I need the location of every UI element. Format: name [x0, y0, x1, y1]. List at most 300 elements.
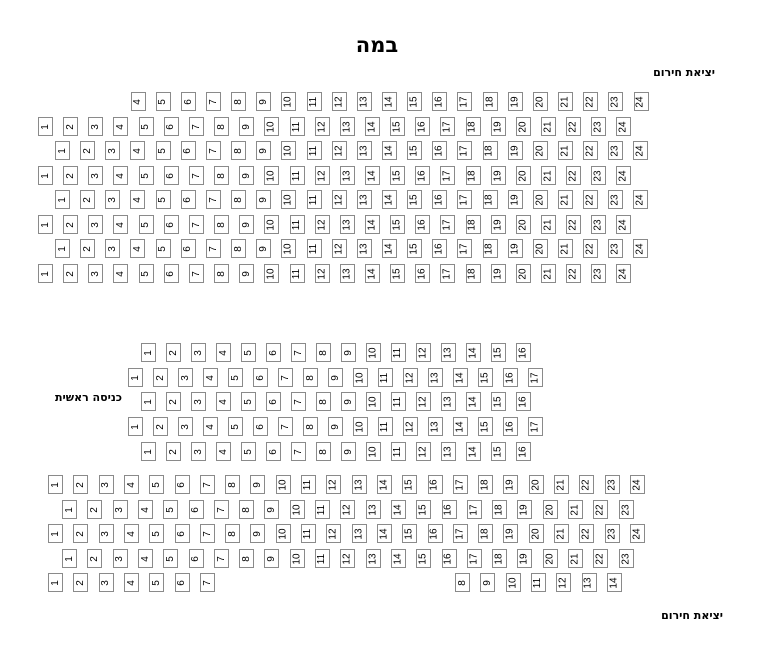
- seat-front-block-near-stage-24[interactable]: [616, 264, 631, 283]
- seat-front-block-near-stage-5[interactable]: [139, 166, 154, 185]
- seat-middle-block-8[interactable]: [316, 343, 331, 362]
- seat-front-block-near-stage-11[interactable]: [307, 92, 322, 111]
- seat-front-block-near-stage-15[interactable]: [407, 92, 422, 111]
- seat-middle-block-7[interactable]: [291, 392, 306, 411]
- seat-front-block-near-stage-12[interactable]: [315, 264, 330, 283]
- seat-rear-block-17[interactable]: [453, 524, 468, 543]
- seat-rear-block-6[interactable]: [189, 549, 204, 568]
- seat-front-block-near-stage-12[interactable]: [332, 239, 347, 258]
- seat-middle-block-3[interactable]: [178, 417, 193, 436]
- seat-rear-block-22[interactable]: [593, 500, 608, 519]
- seat-front-block-near-stage-15[interactable]: [390, 117, 405, 136]
- seat-front-block-near-stage-22[interactable]: [583, 92, 598, 111]
- seat-rear-block-6[interactable]: [189, 500, 204, 519]
- seat-front-block-near-stage-6[interactable]: [164, 215, 179, 234]
- seat-front-block-near-stage-10[interactable]: [264, 166, 279, 185]
- seat-front-block-near-stage-9[interactable]: [239, 215, 254, 234]
- seat-rear-block-15[interactable]: [416, 500, 431, 519]
- seat-rear-block-9[interactable]: [264, 549, 279, 568]
- seat-middle-block-5[interactable]: [241, 343, 256, 362]
- seat-front-block-near-stage-19[interactable]: [491, 166, 506, 185]
- seat-middle-block-17[interactable]: [528, 368, 543, 387]
- seat-front-block-near-stage-15[interactable]: [407, 239, 422, 258]
- seat-front-block-near-stage-11[interactable]: [307, 141, 322, 160]
- seat-rear-block-13[interactable]: [352, 524, 367, 543]
- seat-rear-block-9[interactable]: [250, 475, 265, 494]
- seat-front-block-near-stage-16[interactable]: [415, 264, 430, 283]
- seat-middle-block-2[interactable]: [166, 392, 181, 411]
- seat-front-block-near-stage-10[interactable]: [264, 215, 279, 234]
- seat-front-block-near-stage-6[interactable]: [164, 166, 179, 185]
- seat-middle-block-3[interactable]: [191, 392, 206, 411]
- seat-rear-block-6[interactable]: [175, 573, 190, 592]
- seat-front-block-near-stage-4[interactable]: [113, 215, 128, 234]
- seat-rear-block-15[interactable]: [402, 524, 417, 543]
- seat-front-block-near-stage-4[interactable]: [130, 239, 145, 258]
- seat-middle-block-15[interactable]: [478, 368, 493, 387]
- seat-front-block-near-stage-3[interactable]: [105, 239, 120, 258]
- seat-middle-block-6[interactable]: [266, 442, 281, 461]
- seat-front-block-near-stage-16[interactable]: [432, 141, 447, 160]
- seat-front-block-near-stage-1[interactable]: [38, 215, 53, 234]
- seat-rear-block-1[interactable]: [62, 549, 77, 568]
- seat-rear-block-18[interactable]: [492, 500, 507, 519]
- seat-front-block-near-stage-22[interactable]: [566, 264, 581, 283]
- seat-front-block-near-stage-7[interactable]: [206, 190, 221, 209]
- seat-front-block-near-stage-18[interactable]: [483, 190, 498, 209]
- seat-rear-block-24[interactable]: [630, 475, 645, 494]
- seat-front-block-near-stage-24[interactable]: [634, 92, 649, 111]
- seat-front-block-near-stage-8[interactable]: [231, 190, 246, 209]
- seat-rear-block-10[interactable]: [290, 549, 305, 568]
- seat-front-block-near-stage-11[interactable]: [290, 264, 305, 283]
- seat-rear-block-12[interactable]: [340, 549, 355, 568]
- seat-front-block-near-stage-24[interactable]: [616, 117, 631, 136]
- seat-front-block-near-stage-22[interactable]: [566, 117, 581, 136]
- seat-middle-block-16[interactable]: [516, 392, 531, 411]
- seat-middle-block-15[interactable]: [478, 417, 493, 436]
- seat-rear-block-14[interactable]: [391, 549, 406, 568]
- seat-middle-block-8[interactable]: [316, 392, 331, 411]
- seat-front-block-near-stage-8[interactable]: [231, 141, 246, 160]
- seat-rear-block-22[interactable]: [579, 475, 594, 494]
- seat-front-block-near-stage-13[interactable]: [340, 215, 355, 234]
- seat-front-block-near-stage-19[interactable]: [508, 239, 523, 258]
- seat-front-block-near-stage-18[interactable]: [483, 92, 498, 111]
- seat-front-block-near-stage-19[interactable]: [491, 117, 506, 136]
- seat-rear-block-1[interactable]: [48, 573, 63, 592]
- seat-middle-block-9[interactable]: [341, 442, 356, 461]
- seat-middle-block-9[interactable]: [341, 392, 356, 411]
- seat-front-block-near-stage-11[interactable]: [307, 190, 322, 209]
- seat-rear-block-23[interactable]: [619, 500, 634, 519]
- seat-rear-block-6[interactable]: [175, 524, 190, 543]
- seat-front-block-near-stage-4[interactable]: [113, 264, 128, 283]
- seat-front-block-near-stage-5[interactable]: [156, 190, 171, 209]
- seat-front-block-near-stage-2[interactable]: [63, 117, 78, 136]
- seat-rear-block-1[interactable]: [62, 500, 77, 519]
- seat-rear-block-13[interactable]: [366, 549, 381, 568]
- seat-rear-block-16[interactable]: [428, 475, 443, 494]
- seat-rear-block-12[interactable]: [326, 524, 341, 543]
- seat-middle-block-11[interactable]: [378, 417, 393, 436]
- seat-front-block-near-stage-11[interactable]: [290, 117, 305, 136]
- seat-front-block-near-stage-23[interactable]: [608, 190, 623, 209]
- seat-front-block-near-stage-2[interactable]: [63, 166, 78, 185]
- seat-rear-block-20[interactable]: [529, 475, 544, 494]
- seat-middle-block-6[interactable]: [253, 368, 268, 387]
- seat-front-block-near-stage-14[interactable]: [382, 141, 397, 160]
- seat-front-block-near-stage-17[interactable]: [457, 190, 472, 209]
- seat-rear-block-19[interactable]: [503, 475, 518, 494]
- seat-middle-block-1[interactable]: [128, 368, 143, 387]
- seat-front-block-near-stage-9[interactable]: [256, 141, 271, 160]
- seat-front-block-near-stage-20[interactable]: [533, 141, 548, 160]
- seat-middle-block-10[interactable]: [366, 392, 381, 411]
- seat-front-block-near-stage-13[interactable]: [340, 264, 355, 283]
- seat-rear-block-5[interactable]: [149, 475, 164, 494]
- seat-front-block-near-stage-16[interactable]: [415, 117, 430, 136]
- seat-front-block-near-stage-3[interactable]: [88, 117, 103, 136]
- seat-front-block-near-stage-13[interactable]: [340, 117, 355, 136]
- seat-middle-block-12[interactable]: [416, 442, 431, 461]
- seat-middle-block-5[interactable]: [241, 392, 256, 411]
- seat-front-block-near-stage-19[interactable]: [491, 215, 506, 234]
- seat-middle-block-14[interactable]: [466, 442, 481, 461]
- seat-front-block-near-stage-23[interactable]: [591, 264, 606, 283]
- seat-middle-block-16[interactable]: [503, 417, 518, 436]
- seat-rear-block-2[interactable]: [87, 500, 102, 519]
- seat-front-block-near-stage-17[interactable]: [440, 117, 455, 136]
- seat-front-block-near-stage-10[interactable]: [281, 239, 296, 258]
- seat-rear-block-16[interactable]: [442, 500, 457, 519]
- seat-front-block-near-stage-19[interactable]: [491, 264, 506, 283]
- seat-front-block-near-stage-8[interactable]: [231, 239, 246, 258]
- seat-front-block-near-stage-20[interactable]: [533, 239, 548, 258]
- seat-front-block-near-stage-4[interactable]: [130, 141, 145, 160]
- seat-front-block-near-stage-13[interactable]: [340, 166, 355, 185]
- seat-front-block-near-stage-21[interactable]: [541, 117, 556, 136]
- seat-front-block-near-stage-24[interactable]: [616, 166, 631, 185]
- seat-rear-block-13[interactable]: [582, 573, 597, 592]
- seat-front-block-near-stage-4[interactable]: [130, 190, 145, 209]
- seat-rear-block-5[interactable]: [149, 524, 164, 543]
- seat-middle-block-2[interactable]: [166, 442, 181, 461]
- seat-rear-block-2[interactable]: [73, 475, 88, 494]
- seat-front-block-near-stage-21[interactable]: [558, 92, 573, 111]
- seat-front-block-near-stage-9[interactable]: [239, 117, 254, 136]
- seat-front-block-near-stage-5[interactable]: [156, 239, 171, 258]
- seat-rear-block-14[interactable]: [607, 573, 622, 592]
- seat-front-block-near-stage-9[interactable]: [239, 264, 254, 283]
- seat-front-block-near-stage-8[interactable]: [231, 92, 246, 111]
- seat-middle-block-7[interactable]: [291, 343, 306, 362]
- seat-front-block-near-stage-6[interactable]: [181, 239, 196, 258]
- seat-rear-block-21[interactable]: [554, 475, 569, 494]
- seat-middle-block-5[interactable]: [228, 417, 243, 436]
- seat-front-block-near-stage-7[interactable]: [189, 166, 204, 185]
- seat-front-block-near-stage-2[interactable]: [63, 264, 78, 283]
- seat-front-block-near-stage-1[interactable]: [38, 166, 53, 185]
- seat-rear-block-8[interactable]: [455, 573, 470, 592]
- seat-rear-block-18[interactable]: [478, 524, 493, 543]
- seat-rear-block-2[interactable]: [87, 549, 102, 568]
- seat-rear-block-3[interactable]: [99, 524, 114, 543]
- seat-middle-block-14[interactable]: [466, 343, 481, 362]
- seat-rear-block-20[interactable]: [543, 549, 558, 568]
- seat-rear-block-4[interactable]: [138, 500, 153, 519]
- seat-front-block-near-stage-17[interactable]: [440, 166, 455, 185]
- seat-rear-block-20[interactable]: [543, 500, 558, 519]
- seat-front-block-near-stage-6[interactable]: [181, 92, 196, 111]
- seat-middle-block-14[interactable]: [453, 417, 468, 436]
- seat-front-block-near-stage-2[interactable]: [63, 215, 78, 234]
- seat-rear-block-21[interactable]: [568, 549, 583, 568]
- seat-front-block-near-stage-12[interactable]: [315, 117, 330, 136]
- seat-rear-block-7[interactable]: [200, 573, 215, 592]
- seat-rear-block-20[interactable]: [529, 524, 544, 543]
- seat-front-block-near-stage-9[interactable]: [239, 166, 254, 185]
- seat-middle-block-9[interactable]: [328, 417, 343, 436]
- seat-rear-block-12[interactable]: [340, 500, 355, 519]
- seat-front-block-near-stage-3[interactable]: [88, 215, 103, 234]
- seat-middle-block-8[interactable]: [303, 368, 318, 387]
- seat-front-block-near-stage-8[interactable]: [214, 166, 229, 185]
- seat-rear-block-1[interactable]: [48, 475, 63, 494]
- seat-rear-block-14[interactable]: [377, 475, 392, 494]
- seat-front-block-near-stage-11[interactable]: [290, 166, 305, 185]
- seat-front-block-near-stage-11[interactable]: [290, 215, 305, 234]
- seat-rear-block-18[interactable]: [478, 475, 493, 494]
- seat-front-block-near-stage-24[interactable]: [633, 239, 648, 258]
- seat-front-block-near-stage-20[interactable]: [533, 190, 548, 209]
- seat-front-block-near-stage-10[interactable]: [264, 117, 279, 136]
- seat-front-block-near-stage-21[interactable]: [541, 215, 556, 234]
- seat-middle-block-3[interactable]: [191, 442, 206, 461]
- seat-front-block-near-stage-15[interactable]: [390, 215, 405, 234]
- seat-middle-block-1[interactable]: [141, 442, 156, 461]
- seat-front-block-near-stage-12[interactable]: [332, 141, 347, 160]
- seat-middle-block-1[interactable]: [141, 392, 156, 411]
- seat-rear-block-17[interactable]: [453, 475, 468, 494]
- seat-front-block-near-stage-3[interactable]: [88, 166, 103, 185]
- seat-front-block-near-stage-18[interactable]: [466, 264, 481, 283]
- seat-front-block-near-stage-22[interactable]: [583, 141, 598, 160]
- seat-rear-block-7[interactable]: [214, 500, 229, 519]
- seat-front-block-near-stage-18[interactable]: [466, 166, 481, 185]
- seat-front-block-near-stage-14[interactable]: [382, 92, 397, 111]
- seat-rear-block-1[interactable]: [48, 524, 63, 543]
- seat-front-block-near-stage-5[interactable]: [139, 264, 154, 283]
- seat-front-block-near-stage-10[interactable]: [264, 264, 279, 283]
- seat-middle-block-7[interactable]: [291, 442, 306, 461]
- seat-front-block-near-stage-6[interactable]: [164, 117, 179, 136]
- seat-middle-block-4[interactable]: [216, 442, 231, 461]
- seat-rear-block-13[interactable]: [352, 475, 367, 494]
- seat-middle-block-9[interactable]: [341, 343, 356, 362]
- seat-middle-block-16[interactable]: [503, 368, 518, 387]
- seat-rear-block-3[interactable]: [99, 475, 114, 494]
- seat-front-block-near-stage-17[interactable]: [457, 141, 472, 160]
- seat-front-block-near-stage-5[interactable]: [156, 141, 171, 160]
- seat-front-block-near-stage-13[interactable]: [357, 239, 372, 258]
- seat-front-block-near-stage-14[interactable]: [382, 239, 397, 258]
- seat-front-block-near-stage-1[interactable]: [38, 117, 53, 136]
- seat-middle-block-15[interactable]: [491, 442, 506, 461]
- seat-front-block-near-stage-3[interactable]: [88, 264, 103, 283]
- seat-front-block-near-stage-8[interactable]: [214, 215, 229, 234]
- seat-front-block-near-stage-9[interactable]: [256, 239, 271, 258]
- seat-middle-block-11[interactable]: [378, 368, 393, 387]
- seat-front-block-near-stage-13[interactable]: [357, 190, 372, 209]
- seat-middle-block-2[interactable]: [166, 343, 181, 362]
- seat-front-block-near-stage-7[interactable]: [189, 215, 204, 234]
- seat-front-block-near-stage-23[interactable]: [591, 117, 606, 136]
- seat-front-block-near-stage-7[interactable]: [189, 117, 204, 136]
- seat-rear-block-7[interactable]: [200, 475, 215, 494]
- seat-middle-block-6[interactable]: [253, 417, 268, 436]
- seat-front-block-near-stage-12[interactable]: [315, 215, 330, 234]
- seat-rear-block-5[interactable]: [163, 500, 178, 519]
- seat-front-block-near-stage-5[interactable]: [139, 117, 154, 136]
- seat-rear-block-19[interactable]: [503, 524, 518, 543]
- seat-front-block-near-stage-14[interactable]: [382, 190, 397, 209]
- seat-rear-block-15[interactable]: [402, 475, 417, 494]
- seat-middle-block-13[interactable]: [441, 343, 456, 362]
- seat-front-block-near-stage-12[interactable]: [332, 92, 347, 111]
- seat-middle-block-13[interactable]: [441, 442, 456, 461]
- seat-front-block-near-stage-17[interactable]: [440, 264, 455, 283]
- seat-rear-block-17[interactable]: [467, 549, 482, 568]
- seat-front-block-near-stage-15[interactable]: [390, 166, 405, 185]
- seat-middle-block-12[interactable]: [403, 417, 418, 436]
- seat-middle-block-12[interactable]: [416, 343, 431, 362]
- seat-front-block-near-stage-10[interactable]: [281, 92, 296, 111]
- seat-front-block-near-stage-18[interactable]: [483, 141, 498, 160]
- seat-middle-block-13[interactable]: [441, 392, 456, 411]
- seat-front-block-near-stage-10[interactable]: [281, 141, 296, 160]
- seat-rear-block-9[interactable]: [250, 524, 265, 543]
- seat-middle-block-16[interactable]: [516, 442, 531, 461]
- seat-rear-block-13[interactable]: [366, 500, 381, 519]
- seat-middle-block-7[interactable]: [278, 368, 293, 387]
- seat-middle-block-3[interactable]: [191, 343, 206, 362]
- seat-rear-block-8[interactable]: [239, 549, 254, 568]
- seat-rear-block-4[interactable]: [138, 549, 153, 568]
- seat-front-block-near-stage-11[interactable]: [307, 239, 322, 258]
- seat-middle-block-10[interactable]: [366, 343, 381, 362]
- seat-rear-block-16[interactable]: [428, 524, 443, 543]
- seat-front-block-near-stage-14[interactable]: [365, 264, 380, 283]
- seat-rear-block-21[interactable]: [568, 500, 583, 519]
- seat-middle-block-11[interactable]: [391, 442, 406, 461]
- seat-front-block-near-stage-1[interactable]: [55, 239, 70, 258]
- seat-middle-block-15[interactable]: [491, 392, 506, 411]
- seat-front-block-near-stage-20[interactable]: [533, 92, 548, 111]
- seat-rear-block-9[interactable]: [264, 500, 279, 519]
- seat-front-block-near-stage-15[interactable]: [407, 190, 422, 209]
- seat-front-block-near-stage-21[interactable]: [558, 239, 573, 258]
- seat-middle-block-6[interactable]: [266, 392, 281, 411]
- seat-middle-block-12[interactable]: [416, 392, 431, 411]
- seat-rear-block-12[interactable]: [326, 475, 341, 494]
- seat-front-block-near-stage-21[interactable]: [558, 141, 573, 160]
- seat-front-block-near-stage-19[interactable]: [508, 141, 523, 160]
- seat-front-block-near-stage-7[interactable]: [206, 92, 221, 111]
- seat-rear-block-10[interactable]: [276, 475, 291, 494]
- seat-front-block-near-stage-19[interactable]: [508, 92, 523, 111]
- seat-front-block-near-stage-22[interactable]: [566, 166, 581, 185]
- seat-front-block-near-stage-18[interactable]: [466, 117, 481, 136]
- seat-rear-block-23[interactable]: [619, 549, 634, 568]
- seat-front-block-near-stage-8[interactable]: [214, 264, 229, 283]
- seat-middle-block-2[interactable]: [153, 368, 168, 387]
- seat-middle-block-5[interactable]: [241, 442, 256, 461]
- seat-front-block-near-stage-23[interactable]: [608, 239, 623, 258]
- seat-front-block-near-stage-20[interactable]: [516, 117, 531, 136]
- seat-middle-block-1[interactable]: [141, 343, 156, 362]
- seat-middle-block-17[interactable]: [528, 417, 543, 436]
- seat-middle-block-11[interactable]: [391, 343, 406, 362]
- seat-rear-block-3[interactable]: [113, 549, 128, 568]
- seat-front-block-near-stage-12[interactable]: [315, 166, 330, 185]
- seat-rear-block-22[interactable]: [579, 524, 594, 543]
- seat-rear-block-19[interactable]: [517, 549, 532, 568]
- seat-front-block-near-stage-22[interactable]: [583, 239, 598, 258]
- seat-front-block-near-stage-15[interactable]: [390, 264, 405, 283]
- seat-rear-block-16[interactable]: [442, 549, 457, 568]
- seat-middle-block-10[interactable]: [353, 417, 368, 436]
- seat-rear-block-10[interactable]: [506, 573, 521, 592]
- seat-front-block-near-stage-23[interactable]: [608, 141, 623, 160]
- seat-rear-block-9[interactable]: [480, 573, 495, 592]
- seat-front-block-near-stage-17[interactable]: [440, 215, 455, 234]
- seat-middle-block-4[interactable]: [203, 417, 218, 436]
- seat-rear-block-4[interactable]: [124, 475, 139, 494]
- seat-front-block-near-stage-18[interactable]: [466, 215, 481, 234]
- seat-rear-block-11[interactable]: [531, 573, 546, 592]
- seat-rear-block-23[interactable]: [605, 524, 620, 543]
- seat-front-block-near-stage-22[interactable]: [583, 190, 598, 209]
- seat-middle-block-14[interactable]: [466, 392, 481, 411]
- seat-front-block-near-stage-7[interactable]: [206, 141, 221, 160]
- seat-middle-block-10[interactable]: [353, 368, 368, 387]
- seat-front-block-near-stage-23[interactable]: [608, 92, 623, 111]
- seat-middle-block-6[interactable]: [266, 343, 281, 362]
- seat-rear-block-5[interactable]: [163, 549, 178, 568]
- seat-rear-block-10[interactable]: [276, 524, 291, 543]
- seat-front-block-near-stage-13[interactable]: [357, 141, 372, 160]
- seat-middle-block-11[interactable]: [391, 392, 406, 411]
- seat-front-block-near-stage-5[interactable]: [156, 92, 171, 111]
- seat-front-block-near-stage-10[interactable]: [281, 190, 296, 209]
- seat-front-block-near-stage-1[interactable]: [55, 141, 70, 160]
- seat-rear-block-3[interactable]: [99, 573, 114, 592]
- seat-front-block-near-stage-14[interactable]: [365, 117, 380, 136]
- seat-front-block-near-stage-3[interactable]: [105, 141, 120, 160]
- seat-rear-block-18[interactable]: [492, 549, 507, 568]
- seat-front-block-near-stage-15[interactable]: [407, 141, 422, 160]
- seat-middle-block-10[interactable]: [366, 442, 381, 461]
- seat-rear-block-8[interactable]: [239, 500, 254, 519]
- seat-rear-block-24[interactable]: [630, 524, 645, 543]
- seat-front-block-near-stage-21[interactable]: [558, 190, 573, 209]
- seat-rear-block-7[interactable]: [214, 549, 229, 568]
- seat-front-block-near-stage-17[interactable]: [457, 92, 472, 111]
- seat-rear-block-4[interactable]: [124, 524, 139, 543]
- seat-front-block-near-stage-6[interactable]: [164, 264, 179, 283]
- seat-middle-block-12[interactable]: [403, 368, 418, 387]
